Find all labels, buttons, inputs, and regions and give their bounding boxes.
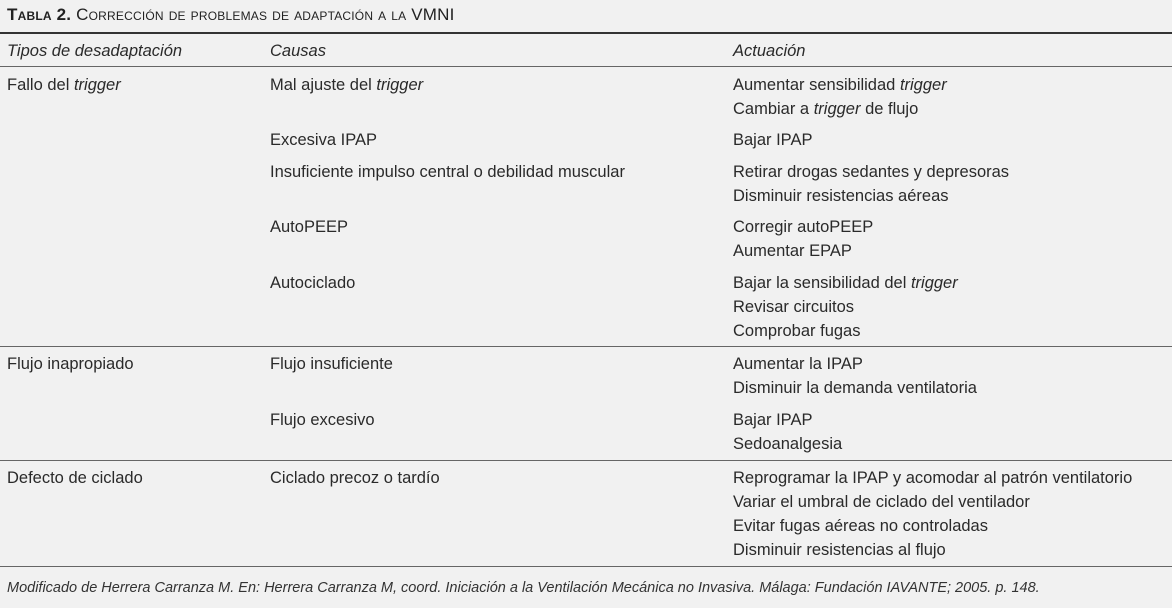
table-caption: Modificado de Herrera Carranza M. En: Herrera Carranza M, coord. Iniciación a la Ventilación Mecánica no Invasiva. Málaga: Fundación IAVANTE; 2005. p. 148. <box>7 580 1040 596</box>
table-title-text: Corrección de problemas de adaptación a la VMNI <box>76 5 455 24</box>
action-item: Corregir autoPEEP <box>733 218 874 236</box>
actions-autociclado <box>733 271 958 343</box>
type-text: Fallo del <box>7 76 74 94</box>
header-tipos: Tipos de desadaptación <box>7 42 183 60</box>
action-item: Evitar fugas aéreas no controladas <box>733 517 988 535</box>
header-actuacion: Actuación <box>733 42 806 60</box>
action-item: Variar el umbral de ciclado del ventilador <box>733 493 1030 511</box>
header-causas: Causas <box>270 42 326 60</box>
action-item: Sedoanalgesia <box>733 435 843 453</box>
action-item: Cambiar a trigger de flujo <box>733 100 919 118</box>
top-rule <box>0 32 1172 34</box>
bottom-rule <box>0 566 1172 567</box>
cause-flujo-excesivo: Flujo excesivo <box>270 411 375 429</box>
action-item: Retirar drogas sedantes y depresoras <box>733 163 1010 181</box>
action-item: Bajar IPAP <box>733 411 813 429</box>
action-item: Disminuir resistencias aéreas <box>733 187 949 205</box>
actions-mal-ajuste <box>733 73 947 121</box>
type-defecto-ciclado: Defecto de ciclado <box>7 469 143 487</box>
action-item: Aumentar la IPAP <box>733 355 863 373</box>
actions-insuficiente-impulso <box>733 160 1009 208</box>
group-rule <box>0 460 1172 461</box>
actions-excesiva-ipap <box>733 128 812 152</box>
action-item: Aumentar EPAP <box>733 242 852 260</box>
action-item: Aumentar sensibilidad trigger <box>733 76 947 94</box>
cause-text-em: trigger <box>376 76 424 94</box>
table-title <box>7 5 455 25</box>
cause-mal-ajuste <box>270 73 423 97</box>
action-item: Disminuir la demanda ventilatoria <box>733 379 977 397</box>
header-rule <box>0 66 1172 67</box>
actions-autopeep <box>733 215 873 263</box>
action-item: Comprobar fugas <box>733 322 861 340</box>
group-rule <box>0 346 1172 347</box>
table-title-prefix: Tabla 2. <box>7 5 72 24</box>
action-item: Bajar la sensibilidad del trigger <box>733 274 958 292</box>
cause-ciclado-precoz: Ciclado precoz o tardío <box>270 469 440 487</box>
action-item: Reprogramar la IPAP y acomodar al patrón ventilatorio <box>733 469 1133 487</box>
action-item: Revisar circuitos <box>733 298 855 316</box>
cause-flujo-insuficiente: Flujo insuficiente <box>270 355 393 373</box>
cause-insuficiente-impulso: Insuficiente impulso central o debilidad muscular <box>270 163 625 181</box>
type-flujo-inapropiado: Flujo inapropiado <box>7 355 134 373</box>
actions-ciclado-precoz <box>733 466 1132 562</box>
cause-autopeep: AutoPEEP <box>270 218 348 236</box>
action-item: Bajar IPAP <box>733 131 813 149</box>
actions-flujo-insuficiente <box>733 352 977 400</box>
type-fallo-trigger <box>7 73 121 97</box>
cause-excesiva-ipap: Excesiva IPAP <box>270 131 377 149</box>
action-item: Disminuir resistencias al flujo <box>733 541 946 559</box>
cause-text: Mal ajuste del <box>270 76 377 94</box>
type-text-em: trigger <box>73 76 121 94</box>
actions-flujo-excesivo <box>733 408 842 456</box>
cause-autociclado: Autociclado <box>270 274 356 292</box>
